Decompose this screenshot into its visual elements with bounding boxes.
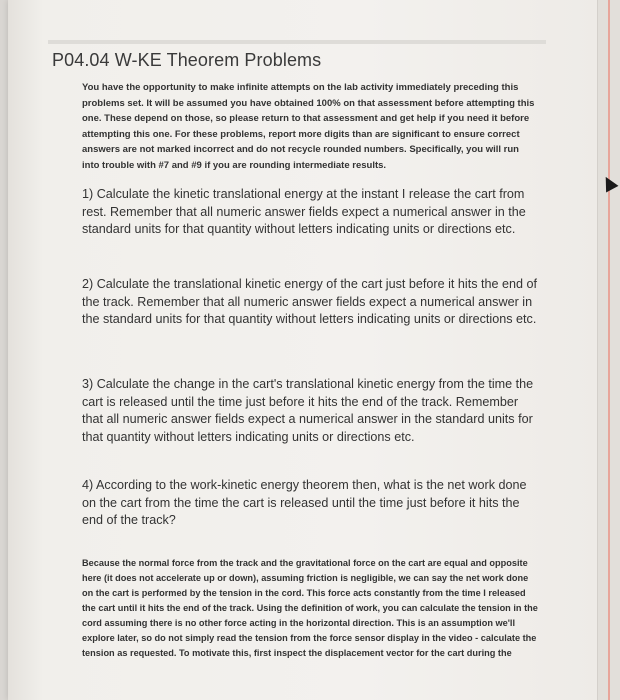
question-4: 4) According to the work-kinetic energy theorem then, what is the net work done on the cart from the time the cart is released until the time just before it hits the end of the track?	[82, 478, 527, 527]
page-title: P04.04 W-KE Theorem Problems	[52, 50, 322, 70]
page-edge-line	[608, 0, 610, 700]
document-page	[8, 0, 598, 700]
question-1: 1) Calculate the kinetic translational energy at the instant I release the cart from rest. Remember that all numeric answer fields expect a numerical answer in the standard units for that quantity without letters indicating units or directions etc.	[82, 187, 526, 236]
question-2: 2) Calculate the translational kinetic energy of the cart just before it hits the end of the track. Remember that all numeric answer fields expect a numerical answer in the standard units for that quantity without letters indicating units or directions etc.	[82, 277, 538, 326]
question-3: 3) Calculate the change in the cart's translational kinetic energy from the time the cart is released until the time just before it hits the end of the track. Remember that all numeric answer fields expect a numerical answer in the standard units for that quantity without letters indicating units or directions etc.	[82, 377, 534, 444]
intro-paragraph: You have the opportunity to make infinite attempts on the lab activity immediately preceding this problems set. It will be assumed you have obtained 100% on that assessment before attempting this one. These depend on those, so please return to that assessment and get help if you need it before attempting this one. For these problems, report more digits than are significant to ensure correct answers are not marked incorrect and do not recycle rounded numbers. Specifically, you will run into trouble with #7 and #9 if you are rounding intermediate results.	[82, 82, 535, 171]
header-rule	[48, 40, 546, 44]
explanation-paragraph: Because the normal force from the track and the gravitational force on the cart are equal and opposite here (it does not accelerate up or down), assuming friction is negligible, we can say the net work done on the cart is performed by the tension in the cord. This force acts constantly from the time I released the cart until it hits the end of the track. Using the definition of work, you can calculate the tension in the cord assuming there is no other force acting in the horizontal direction. This is an assumption we'll explore later, so do not simply read the tension from the force sensor display in the video - calculate the tension as requested. To motivate this, first inspect the displacement vector for the cart during the	[82, 558, 538, 658]
